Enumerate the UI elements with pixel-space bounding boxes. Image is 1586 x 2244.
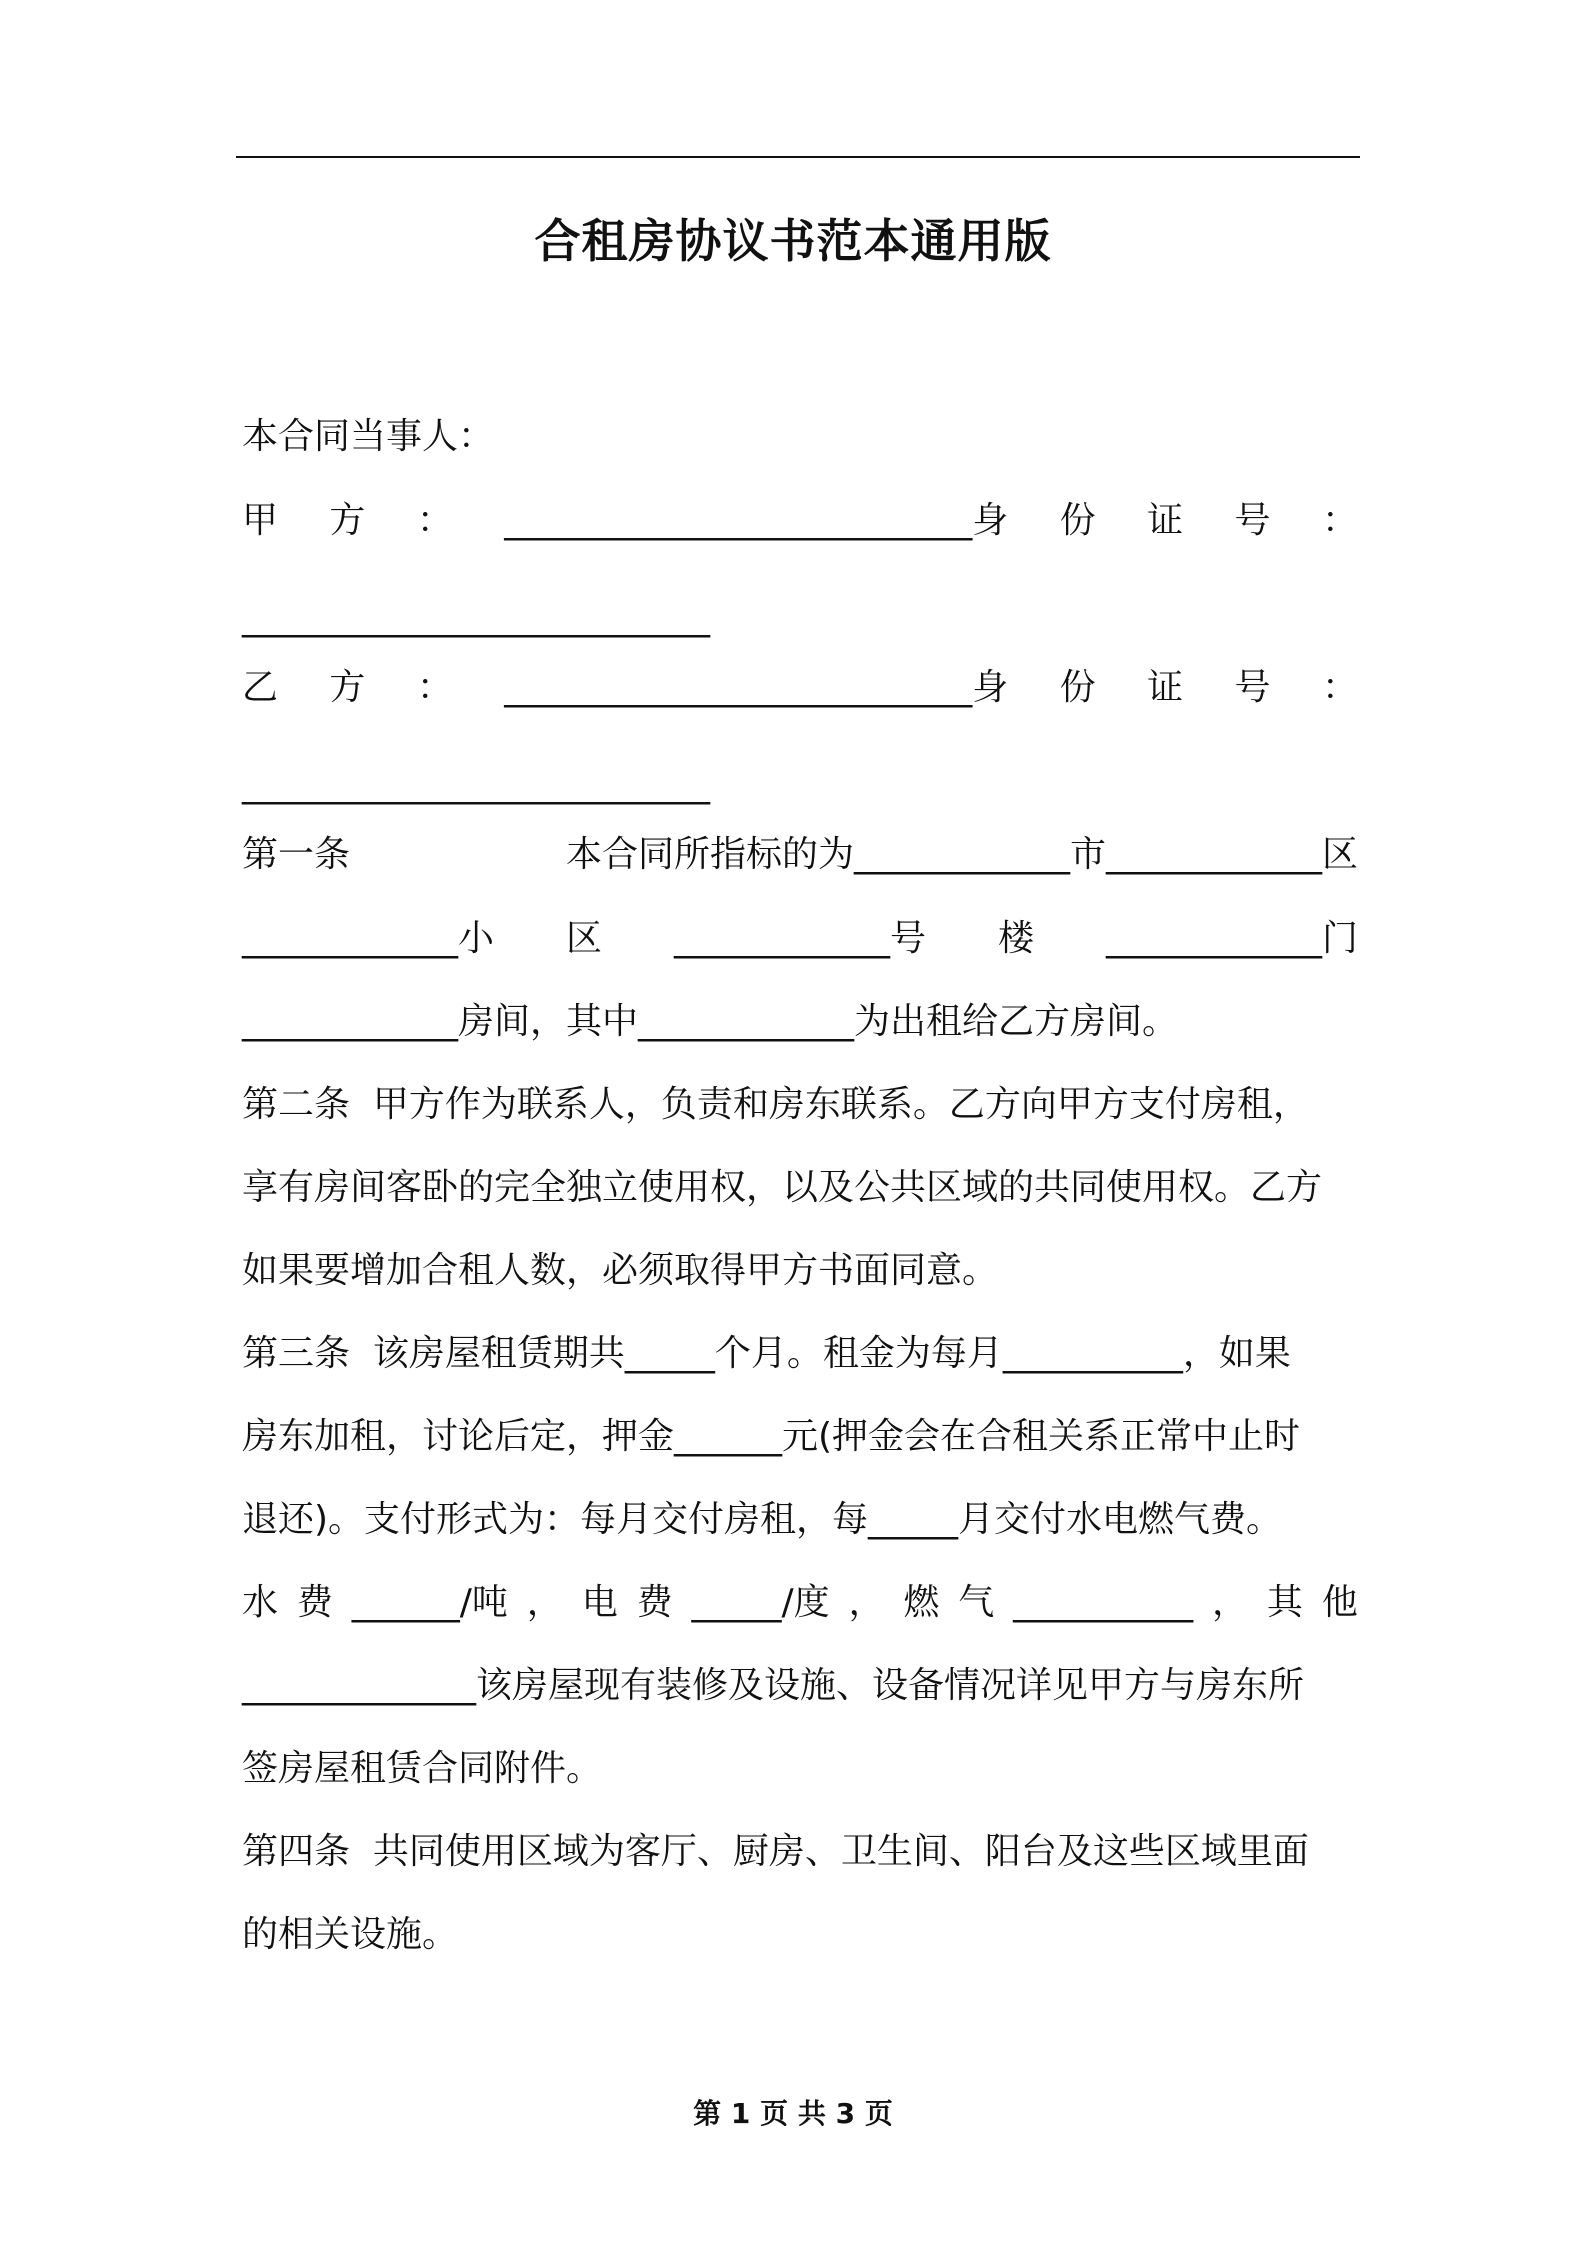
blank-field: ______/吨 bbox=[351, 1582, 508, 1623]
text-segment: 份 bbox=[1059, 667, 1096, 708]
text-segment: 本合同所指标的为____________市____________区 bbox=[565, 834, 1358, 875]
article-3-line-6: 签房屋租赁合同附件。 bbox=[242, 1748, 603, 1789]
text-segment: ： bbox=[416, 500, 453, 541]
article-1-line-2 bbox=[242, 915, 1358, 963]
article-2-line-3: 如果要增加合租人数，必须取得甲方书面同意。 bbox=[242, 1250, 999, 1291]
parties-heading: 本合同当事人： bbox=[242, 416, 495, 457]
text-segment: 号 bbox=[1234, 500, 1271, 541]
text-segment: 其 bbox=[1266, 1582, 1303, 1623]
article-2-line-1: 第二条 甲方作为联系人，负责和房东联系。乙方向甲方支付房租， bbox=[242, 1084, 1309, 1125]
text-segment: 证 bbox=[1147, 500, 1184, 541]
party-a-line bbox=[242, 497, 1358, 545]
blank-field: _____/度 bbox=[691, 1582, 830, 1623]
document-title: 合租房协议书范本通用版 bbox=[534, 214, 1052, 268]
text-segment: 楼 bbox=[997, 918, 1034, 959]
text-segment: 他 bbox=[1321, 1582, 1358, 1623]
article-label: 第一条 bbox=[242, 834, 351, 875]
blank-field: __________________________身 bbox=[504, 667, 1009, 708]
article-4-line-1: 第四条 共同使用区域为客厅、厨房、卫生间、阳台及这些区域里面 bbox=[242, 1831, 1309, 1872]
article-2-line-2: 享有房间客卧的完全独立使用权，以及公共区域的共同使用权。乙方 bbox=[242, 1167, 1323, 1208]
party-b-id-blank: __________________________ bbox=[242, 764, 710, 805]
text-segment: ： bbox=[416, 667, 453, 708]
text-segment: 号 bbox=[1234, 667, 1271, 708]
text-segment: 费 bbox=[296, 1582, 333, 1623]
article-3-line-3: 退还)。支付形式为：每月交付房租，每_____月交付水电燃气费。 bbox=[242, 1499, 1283, 1540]
article-1-line-1 bbox=[242, 831, 1358, 879]
party-b-line bbox=[242, 664, 1358, 712]
text-segment: 乙 bbox=[242, 667, 279, 708]
text-segment: 区 bbox=[565, 918, 602, 959]
text-segment: ， bbox=[1212, 1582, 1249, 1623]
text-segment: 水 bbox=[242, 1582, 279, 1623]
blank-field: __________ bbox=[1013, 1582, 1194, 1623]
text-segment: ： bbox=[1321, 500, 1358, 541]
article-3-line-4 bbox=[242, 1579, 1358, 1627]
page-footer: 第 1 页 共 3 页 bbox=[693, 2097, 893, 2130]
text-segment: 方 bbox=[329, 667, 366, 708]
party-a-id-blank: __________________________ bbox=[242, 597, 710, 638]
text-segment: 方 bbox=[329, 500, 366, 541]
text-segment: ____________小 bbox=[242, 918, 495, 959]
article-3-line-1: 第三条 该房屋租赁期共_____个月。租金为每月__________，如果 bbox=[242, 1333, 1291, 1374]
text-segment: ____________门 bbox=[1105, 918, 1358, 959]
text-segment: 甲 bbox=[242, 500, 279, 541]
header-rule bbox=[236, 156, 1360, 158]
text-segment: 电 bbox=[581, 1582, 618, 1623]
text-segment: ， bbox=[526, 1582, 563, 1623]
text-segment: ： bbox=[1321, 667, 1358, 708]
blank-field: __________________________身 bbox=[504, 500, 1009, 541]
text-segment: 费 bbox=[636, 1582, 673, 1623]
text-segment: 气 bbox=[958, 1582, 995, 1623]
article-3-line-5: _____________该房屋现有装修及设施、设备情况详见甲方与房东所 bbox=[242, 1665, 1305, 1706]
article-4-line-2: 的相关设施。 bbox=[242, 1914, 459, 1955]
text-segment: 份 bbox=[1059, 500, 1096, 541]
text-segment: ， bbox=[848, 1582, 885, 1623]
text-segment: ____________号 bbox=[673, 918, 926, 959]
article-1-line-3: ____________房间，其中____________为出租给乙方房间。 bbox=[242, 1001, 1179, 1042]
text-segment: 燃 bbox=[903, 1582, 940, 1623]
text-segment: 证 bbox=[1147, 667, 1184, 708]
article-3-line-2: 房东加租，讨论后定，押金______元(押金会在合租关系正常中止时 bbox=[242, 1416, 1301, 1457]
